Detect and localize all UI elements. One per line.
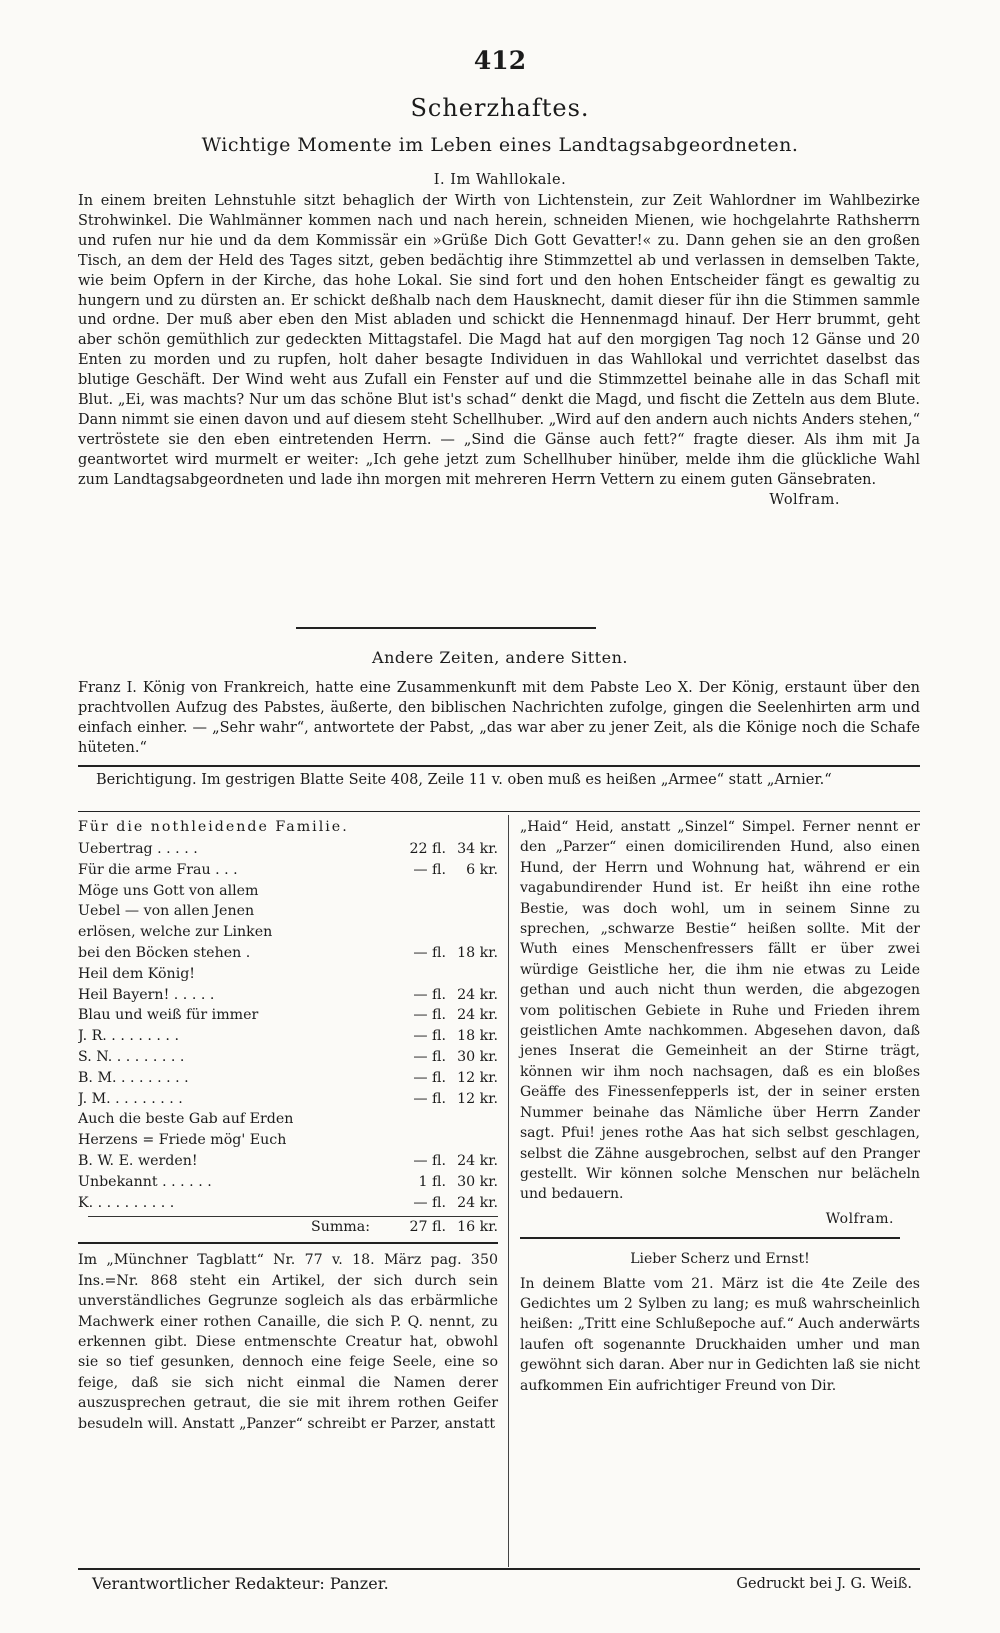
fund-row <box>78 1109 498 1130</box>
fund-row-fl: — fl. <box>413 1007 446 1024</box>
letter-heading: Lieber Scherz und Ernst! <box>630 1251 810 1268</box>
fund-row-fl <box>380 881 446 902</box>
fund-row-kr: 24 kr. <box>457 1007 498 1024</box>
fund-row-kr <box>446 922 498 943</box>
fund-row <box>78 1130 498 1151</box>
divider-thin <box>78 811 920 812</box>
fund-row <box>78 985 498 1006</box>
fund-row <box>78 839 498 860</box>
fund-row-label: Uebertrag . . . . . <box>78 841 198 857</box>
article2-heading: Andere Zeiten, andere Sitten. <box>372 648 628 667</box>
fund-row-fl: — fl. <box>413 944 446 961</box>
fund-row-label: J. R. . . . . . . . . <box>78 1028 179 1045</box>
fund-sum <box>78 1217 498 1238</box>
column-divider <box>508 815 509 1567</box>
fund-row-label: J. M. . . . . . . . . <box>78 1090 183 1107</box>
fund-row-fl: 1 fl. <box>418 1173 446 1190</box>
fund-row-label: Für die arme Frau . . . <box>78 861 238 878</box>
fund-row-kr: 24 kr. <box>457 1194 498 1211</box>
fund-row-label: Heil dem König! <box>78 965 196 982</box>
correction-notice: Berichtigung. Im gestrigen Blatte Seite 408, Zeile 11 v. oben muß es heißen „Armee“ statt „Arnier.“ <box>96 772 832 788</box>
fund-row-label: Heil Bayern! . . . . . <box>78 986 215 1003</box>
fund-row <box>78 1026 498 1047</box>
fund-list <box>78 839 498 1213</box>
fund-row-fl: — fl. <box>413 1194 446 1211</box>
fund-row-fl: 22 fl. <box>409 841 446 857</box>
fund-row-kr: 24 kr. <box>457 986 498 1003</box>
section-title: Scherzhaftes. <box>410 94 590 122</box>
fund-row <box>78 1005 498 1026</box>
right-paragraph: „Haid“ Heid, anstatt „Sinzel“ Simpel. Ferner nennt er den „Parzer“ einen domicilirenden Hund, also einen Hund, der Herrn und Wohnung hat, während er ein vagabundirender Hund ist. Er heißt ihn eine rothe Bestie, was doch wohl, um in seinem Sinne zu sprechen, „schwarze Bestie“ heißen sollte. Mit der Wuth eines Menschenfressers fällt er über zwei würdige Geistliche her, die ihm nie etwas zu Leide gethan und auch nicht thun werden, die abgezogen vom politischen Gebiete in Ruhe und Frieden ihrem geistlichen Amte nachkommen. Abgesehen davon, daß jenes Inserat die Gemeinheit an der Stirne trägt, können wir ihm noch nachsagen, daß es ein bloßes Geäffe des Finessenfepperls ist, der in seiner ersten Nummer beinahe das Nämliche über Herrn Zander sagt. Pfui! jenes rothe Aas hat sich selbst geschlagen, selbst die Zähne ausgebrochen, selbst auf den Pranger gestellt. Wir können solche Menschen nur belächeln und bedauern. <box>520 819 920 1203</box>
fund-row-fl: — fl. <box>413 1090 446 1107</box>
divider-short <box>296 627 596 629</box>
fund-row-kr <box>446 964 498 985</box>
fund-row <box>78 901 498 922</box>
fund-row-label: Auch die beste Gab auf Erden <box>78 1111 294 1128</box>
fund-row-label: Uebel — von allen Jenen <box>78 903 255 920</box>
footer-editor: Verantwortlicher Redakteur: Panzer. <box>92 1574 389 1593</box>
left-column <box>78 817 498 1434</box>
fund-row-label: S. N. . . . . . . . . <box>78 1048 185 1065</box>
footer <box>92 1574 912 1593</box>
fund-row-kr: 18 kr. <box>457 944 498 961</box>
fund-row-kr: 34 kr. <box>457 841 498 857</box>
fund-row-fl: — fl. <box>413 1048 446 1065</box>
tagblatt-paragraph: Im „Münchner Tagblatt“ Nr. 77 v. 18. März pag. 350 Ins.=Nr. 868 steht ein Artikel, der sich durch sein unverständliches Gegrunze sogleich als das erbärmliche Machwerk einer rothen Canaille, die sich P. Q. nennt, zu erkennen gibt. Diese entmenschte Creatur hat, obwohl sie so tief gesunken, dennoch eine feige Seele, eine so feige, daß sie sich nicht einmal die Namen derer auszusprechen getraut, die sie mit ihrem rothen Geifer besudeln will. Anstatt „Panzer“ schreibt er Parzer, anstatt <box>78 1252 498 1432</box>
fund-row-label: Möge uns Gott von allem <box>78 882 259 899</box>
fund-row-fl <box>380 922 446 943</box>
sum-kr: 16 kr. <box>457 1219 498 1236</box>
fund-row-fl <box>380 964 446 985</box>
article1-body: In einem breiten Lehnstuhle sitzt behaglich der Wirth von Lichtenstein, zur Zeit Wahlordner im Wahlbezirke Strohwinkel. Die Wahlmänner kommen nach und nach herein, schneiden Mienen, wie hochgelahrte Rathsherrn und rufen nur hie und da dem Kommissär ein »Grüße Dich Gott Gevatter!« zu. Dann gehen sie an den großen Tisch, an dem der Held des Tages sitzt, geben bedächtig ihre Stimmzettel ab und verlassen in demselben Takte, wie beim Opfern in der Kirche, das hohe Lokal. Sie sind fort und den hohen Entscheider fängt es gewaltig zu hungern und zu dürsten an. Er schickt deßhalb nach dem Hausknecht, damit dieser für ihn die Stimmen sammle und ordne. Der muß aber eben den Mist abladen und schickt die Hennenmagd hinauf. Der Herr brummt, geht aber schön gemüthlich zur gedeckten Mittagstafel. Die Magd hat auf den morgigen Tag noch 12 Gänse und 20 Enten zu morden und zu rupfen, holt daher besagte Individuen in das Wahllokal und verrichtet daselbst das blutige Geschäft. Der Wind weht aus Zufall ein Fenster auf und die Stimmzettel beinahe alle in das Schafl mit Blut. „Ei, was machts? Nur um das schöne Blut ist's schad“ denkt die Magd, und fischt die Zetteln aus dem Blute. Dann nimmt sie einen davon und auf diesem steht Schellhuber. „Wird auf den andern auch nichts Anders stehen,“ vertröstete sie den eben eintretenden Herrn. — „Sind die Gänse auch fett?“ fragte dieser. Als ihm mit Ja geantwortet wird murmelt er weiter: „Ich gehe jetzt zum Schellhuber hinüber, melde ihm die glückliche Wahl zum Landtagsabgeordneten und lade ihn morgen mit mehreren Herrn Vettern zu einem guten Gänsebraten. <box>78 193 920 488</box>
fund-row-label: Herzens = Friede mög' Euch <box>78 1132 287 1149</box>
fund-row-kr <box>446 881 498 902</box>
article1-heading: I. Im Wahllokale. <box>433 172 567 188</box>
fund-row-kr: 24 kr. <box>457 1152 498 1169</box>
fund-row <box>78 1089 498 1110</box>
fund-row <box>78 1193 498 1214</box>
fund-title: Für die nothleidende Familie. <box>78 819 349 835</box>
article-subtitle: Wichtige Momente im Leben eines Landtagsabgeordneten. <box>201 134 799 156</box>
footer-printer: Gedruckt bei J. G. Weiß. <box>736 1576 912 1592</box>
fund-row-fl: — fl. <box>413 986 446 1003</box>
fund-row-label: erlösen, welche zur Linken <box>78 924 273 941</box>
fund-row-kr: 12 kr. <box>457 1090 498 1107</box>
page-number: 412 <box>473 46 527 75</box>
right-signature: Wolfram. <box>825 1210 894 1227</box>
fund-row <box>78 922 498 943</box>
fund-row-fl: — fl. <box>413 861 446 878</box>
fund-row <box>78 1151 498 1172</box>
fund-row-fl: — fl. <box>413 1152 446 1169</box>
fund-row <box>78 881 498 902</box>
fund-row <box>78 943 498 964</box>
article2-body: Franz I. König von Frankreich, hatte eine Zusammenkunft mit dem Pabste Leo X. Der König, erstaunt über den prachtvollen Aufzug des Pabstes, äußerte, den biblischen Nachrichten zufolge, gingen die Seelenhirten arm und einfach einher. — „Sehr wahr“, antwortete der Pabst, „das war aber zu jener Zeit, als die Könige noch die Schafe hüteten.“ <box>78 680 920 756</box>
fund-row-label: Blau und weiß für immer <box>78 1007 259 1024</box>
divider-full <box>78 765 920 767</box>
article1-signature: Wolfram. <box>769 491 840 508</box>
fund-row-kr: 30 kr. <box>457 1048 498 1065</box>
fund-row-label: K. . . . . . . . . . <box>78 1194 175 1211</box>
left-column-rule <box>78 1242 498 1244</box>
fund-row-kr <box>446 901 498 922</box>
fund-row <box>78 1047 498 1068</box>
article1 <box>78 192 920 511</box>
sum-label: Summa: <box>310 1219 370 1236</box>
fund-row <box>78 1068 498 1089</box>
fund-row <box>78 1172 498 1193</box>
footer-rule <box>78 1568 920 1570</box>
fund-row-fl <box>380 1109 446 1130</box>
letter-body: In deinem Blatte vom 21. März ist die 4te Zeile des Gedichtes um 2 Sylben zu lang; es muß wahrscheinlich heißen: „Tritt eine Schlußepoche auf.“ Auch anderwärts laufen oft sogenannte Druckhaiden umher und man gewöhnt sich daran. Aber nur in Gedichten laß sie nicht aufkommen Ein aufrichtiger Freund von Dir. <box>520 1275 920 1394</box>
fund-row-label: bei den Böcken stehen . <box>78 944 251 961</box>
fund-row-kr <box>446 1130 498 1151</box>
fund-row <box>78 964 498 985</box>
fund-row-kr: 12 kr. <box>457 1069 498 1086</box>
fund-row-kr: 18 kr. <box>457 1028 498 1045</box>
fund-row-label: B. M. . . . . . . . . <box>78 1069 189 1086</box>
right-column <box>520 817 920 1396</box>
fund-row-fl <box>380 901 446 922</box>
fund-row <box>78 860 498 881</box>
fund-row-fl <box>380 1130 446 1151</box>
fund-row-kr <box>446 1109 498 1130</box>
fund-row-label: B. W. E. werden! <box>78 1152 198 1169</box>
fund-row-fl: — fl. <box>413 1028 446 1045</box>
sum-fl: 27 fl. <box>409 1219 446 1236</box>
fund-row-fl: — fl. <box>413 1069 446 1086</box>
fund-row-kr: 6 kr. <box>466 861 498 878</box>
fund-row-kr: 30 kr. <box>457 1173 498 1190</box>
fund-row-label: Unbekannt . . . . . . <box>78 1173 212 1190</box>
right-column-rule <box>520 1237 900 1239</box>
